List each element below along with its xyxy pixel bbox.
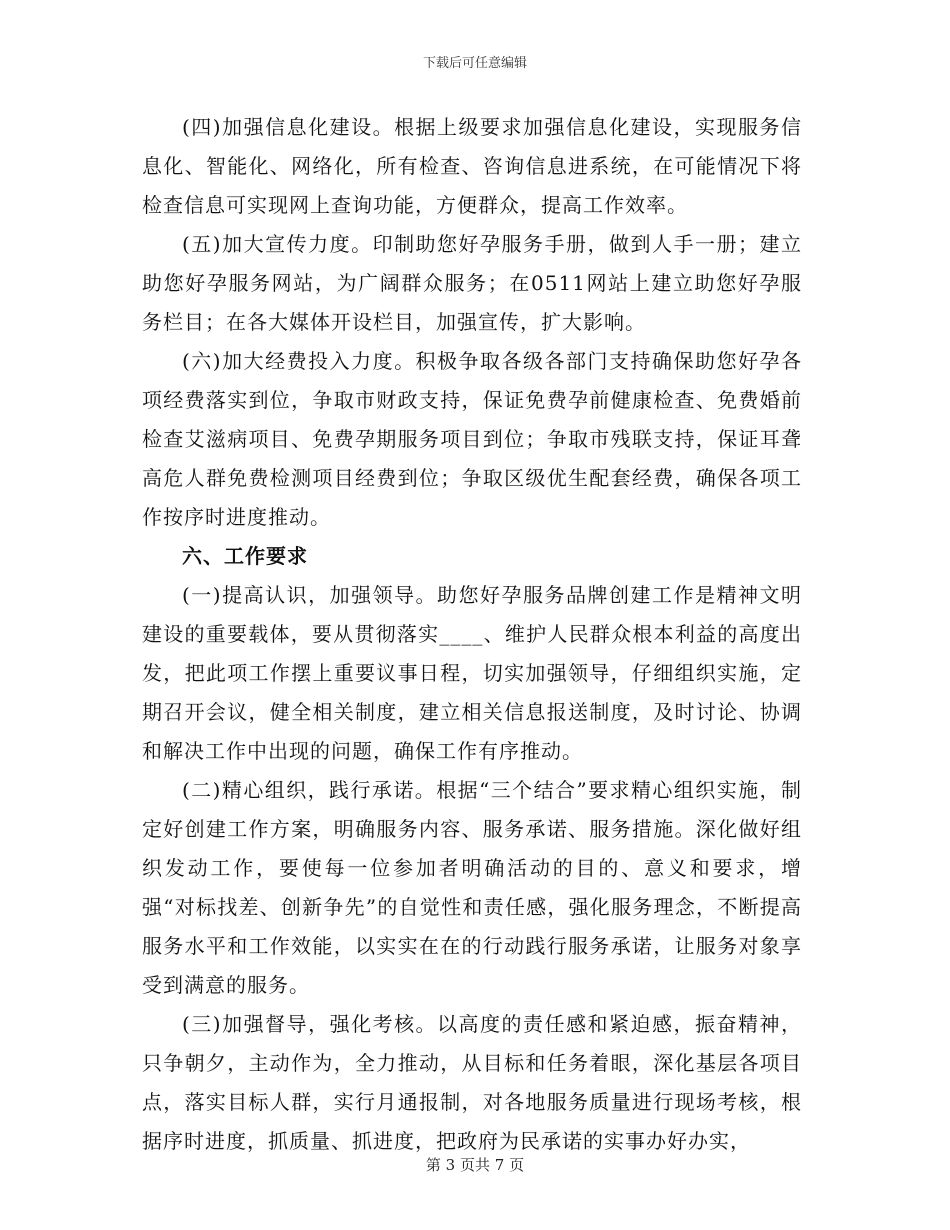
paragraph-organization: (二)精心组织，践行承诺。根据“三个结合”要求精心组织实施，制定好创建工作方案，明确服务内容、服务承诺、服务措施。深化做好组织发动工作，要使每一位参加者明确活动的目的、意义和要求，增强“对标找差、创新争先”的自觉性和责任感，强化服务理念，不断提高服务水平和工作效能，以实实在在的行动践行服务承诺，让服务对象享受到满意的服务。 <box>142 778 802 997</box>
document-body <box>142 108 802 1161</box>
page-header: 下载后可任意编辑 <box>422 56 527 71</box>
section-heading: 六、工作要求 <box>182 544 308 568</box>
paragraph-funding: (六)加大经费投入力度。积极争取各级各部门支持确保助您好孕各项经费落实到位，争取市财政支持，保证免费孕前健康检查、免费婚前检查艾滋病项目、免费孕期服务项目到位；争取市残联支持，保证耳聋高危人群免费检测项目经费到位；争取区级优生配套经费，确保各项工作按序时进度推动。 <box>142 349 802 529</box>
paragraph-supervision: (三)加强督导，强化考核。以高度的责任感和紧迫感，振奋精神，只争朝夕，主动作为，全力推动，从目标和任务着眼，深化基层各项目点，落实目标人群，实行月通报制，对各地服务质量进行现场考核，根据序时进度，抓质量、抓进度，把政府为民承诺的实事办好办实， <box>142 1012 802 1153</box>
paragraph-leadership: (一)提高认识，加强领导。助您好孕服务品牌创建工作是精神文明建设的重要载体，要从贯彻落实____、维护人民群众根本利益的高度出发，把此项工作摆上重要议事日程，切实加强领导，仔细组织实施，定期召开会议，健全相关制度，建立相关信息报送制度，及时讨论、协调和解决工作中出现的问题，确保工作有序推动。 <box>142 583 802 763</box>
paragraph-publicity: (五)加大宣传力度。印制助您好孕服务手册，做到人手一册；建立助您好孕服务网站，为广阔群众服务；在0511网站上建立助您好孕服务栏目；在各大媒体开设栏目，加强宣传，扩大影响。 <box>142 232 802 334</box>
page-number: 第 3 页共 7 页 <box>425 1156 525 1174</box>
paragraph-informatization: (四)加强信息化建设。根据上级要求加强信息化建设，实现服务信息化、智能化、网络化，所有检查、咨询信息进系统，在可能情况下将检查信息可实现网上查询功能，方便群众，提高工作效率。 <box>142 115 802 217</box>
